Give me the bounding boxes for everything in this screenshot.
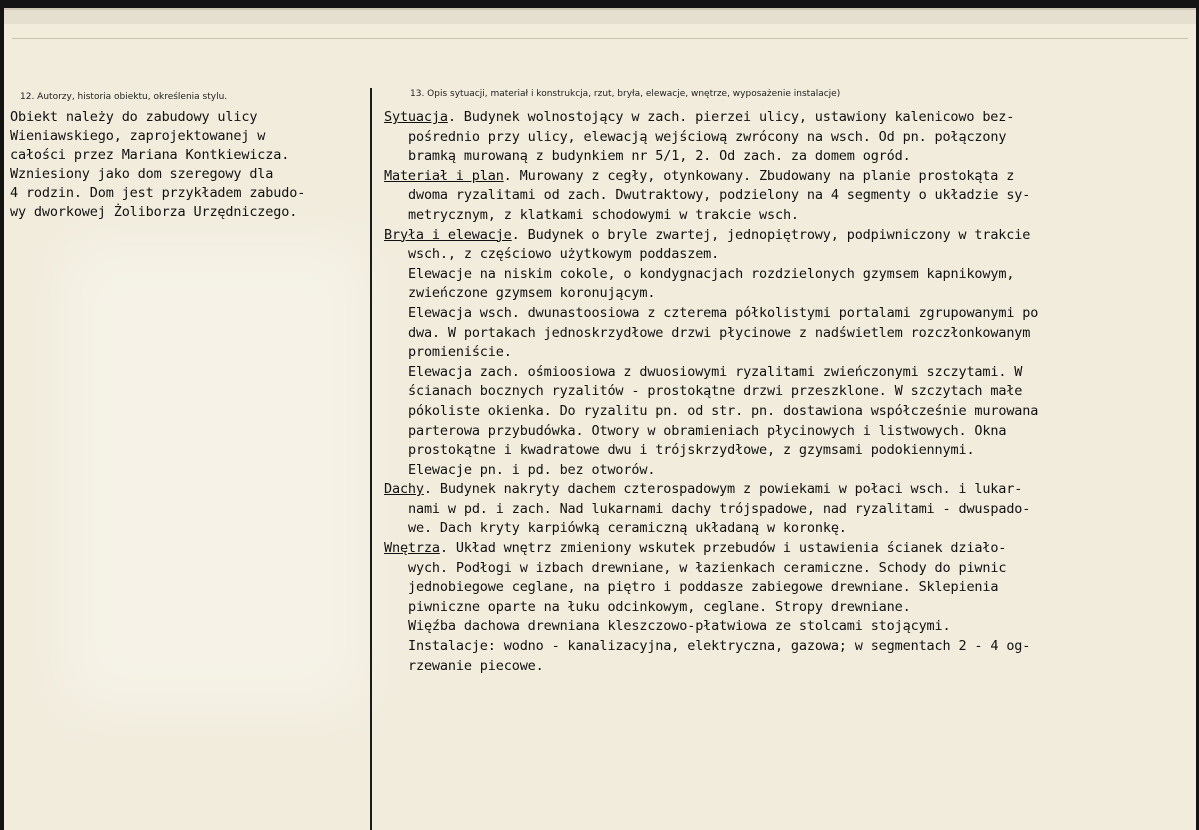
description-line: [384, 343, 1192, 363]
top-rule: [12, 38, 1188, 39]
line-text: dwoma ryzalitami od zach. Dwutraktowy, podzielony na 4 segmenty o układzie sy-: [408, 187, 1031, 204]
left-text-line: wy dworkowej Żoliborza Urzędniczego.: [10, 204, 298, 220]
line-text: Instalacje: wodno - kanalizacyjna, elektryczna, gazowa; w segmentach 2 - 4 og-: [408, 638, 1031, 655]
right-column-header: 13. Opis sytuacji, materiał i konstrukcja, rzut, bryła, elewacje, wnętrze, wyposażenie instalacje): [410, 89, 841, 99]
line-text: Elewacja wsch. dwunastoosiowa z czterema półkolistymi portalami zgrupowanymi po: [408, 304, 1039, 321]
description-line: [384, 226, 1192, 246]
description-line: [384, 186, 1192, 206]
line-text: parterowa przybudówka. Otwory w obramieniach płycinowych i listwowych. Okna: [408, 422, 1007, 439]
description-line: [384, 402, 1192, 422]
line-text: wsch., z częściowo użytkowym poddaszem.: [408, 246, 720, 263]
description-line: [384, 519, 1192, 539]
line-text: wych. Podłogi w izbach drewniane, w łazienkach ceramiczne. Schody do piwnic: [408, 559, 1007, 576]
description-line: [384, 539, 1192, 559]
line-text: pókoliste okienka. Do ryzalitu pn. od str. pn. dostawiona współcześnie murowana: [408, 402, 1039, 419]
left-text-line: Wzniesiony jako dom szeregowy dla: [10, 166, 274, 182]
description-line: [384, 382, 1192, 402]
line-text: dwa. W portakach jednoskrzydłowe drzwi płycinowe z nadświetlem rozczłonkowanym: [408, 324, 1031, 341]
description-line: [384, 617, 1192, 637]
description-line: [384, 324, 1192, 344]
line-text: . Budynek nakryty dachem czterospadowym z powiekami w połaci wsch. i lukar-: [423, 481, 1023, 498]
left-text-line: 4 rodzin. Dom jest przykładem zabudo-: [10, 185, 306, 201]
description-line: [384, 441, 1192, 461]
line-text: . Budynek o bryle zwartej, jednopiętrowy, podpiwniczony w trakcie: [511, 226, 1031, 243]
description-line: [384, 284, 1192, 304]
left-text-line: Obiekt należy do zabudowy ulicy: [10, 109, 258, 125]
line-text: jednobiegowe ceglane, na piętro i poddasze zabiegowe drewniane. Sklepienia: [408, 579, 999, 596]
description-line: [384, 578, 1192, 598]
scan-top-band: [4, 10, 1196, 24]
description-line: [384, 559, 1192, 579]
line-text: . Murowany z cegły, otynkowany. Zbudowany na planie prostokąta z: [503, 167, 1015, 184]
description-line: [384, 245, 1192, 265]
description-line: [384, 265, 1192, 285]
column-divider: [370, 88, 372, 830]
description-line: [384, 480, 1192, 500]
description-line: [384, 657, 1192, 677]
description-line: [384, 637, 1192, 657]
section-label: Bryła i elewacje: [384, 226, 512, 243]
line-text: . Układ wnętrz zmieniony wskutek przebudów i ustawienia ścianek działo-: [439, 540, 1007, 557]
line-text: Więźba dachowa drewniana kleszczowo-płatwiowa ze stolcami stojącymi.: [408, 618, 951, 635]
authors-history-text: [10, 108, 366, 222]
description-line: [384, 147, 1192, 167]
description-line: [384, 128, 1192, 148]
description-line: [384, 422, 1192, 442]
left-text-line: całości przez Mariana Kontkiewicza.: [10, 147, 290, 163]
description-line: [384, 206, 1192, 226]
description-line: [384, 304, 1192, 324]
description-line: [384, 167, 1192, 187]
left-text-line: Wieniawskiego, zaprojektowanej w: [10, 128, 266, 144]
line-text: nami w pd. i zach. Nad lukarnami dachy trójspadowe, nad ryzalitami - dwuspado-: [408, 500, 1031, 517]
description-line: [384, 500, 1192, 520]
line-text: metrycznym, z klatkami schodowymi w trakcie wsch.: [408, 206, 799, 223]
description-line: [384, 598, 1192, 618]
description-line: [384, 108, 1192, 128]
left-column-header: 12. Autorzy, historia obiektu, określenia stylu.: [20, 92, 228, 102]
line-text: Elewacja zach. ośmioosiowa z dwuosiowymi ryzalitami zwieńczonymi szczytami. W: [408, 363, 1023, 380]
line-text: . Budynek wolnostojący w zach. pierzei ulicy, ustawiony kalenicowo bez-: [447, 109, 1015, 125]
section-label: Wnętrza: [384, 540, 440, 557]
document-sheet: [4, 8, 1196, 830]
section-label: Sytuacja: [384, 109, 448, 125]
section-label: Materiał i plan: [384, 167, 504, 184]
line-text: rzewanie piecowe.: [408, 657, 544, 674]
line-text: prostokątne i kwadratowe dwu i trójskrzydłowe, z gzymsami podokiennymi.: [408, 442, 975, 459]
section-label: Dachy: [384, 481, 424, 498]
line-text: bramką murowaną z budynkiem nr 5/1, 2. Od zach. za domem ogród.: [408, 148, 911, 165]
line-text: Elewacje na niskim cokole, o kondygnacjach rozdzielonych gzymsem kapnikowym,: [408, 265, 1015, 282]
line-text: piwniczne oparte na łuku odcinkowym, ceglane. Stropy drewniane.: [408, 598, 911, 615]
description-line: [384, 461, 1192, 481]
description-line: [384, 363, 1192, 383]
description-text: [384, 108, 1192, 676]
line-text: promieniście.: [408, 344, 512, 361]
line-text: ścianach bocznych ryzalitów - prostokątne drzwi przeszklone. W szczytach małe: [408, 383, 1023, 400]
line-text: zwieńczone gzymsem koronującym.: [408, 285, 656, 302]
line-text: pośrednio przy ulicy, elewacją wejściową zwrócony na wsch. Od pn. połączony: [408, 128, 1007, 145]
paper-shade: [64, 240, 364, 710]
line-text: we. Dach kryty karpiówką ceramiczną układaną w koronkę.: [408, 520, 847, 537]
line-text: Elewacje pn. i pd. bez otworów.: [408, 461, 656, 478]
